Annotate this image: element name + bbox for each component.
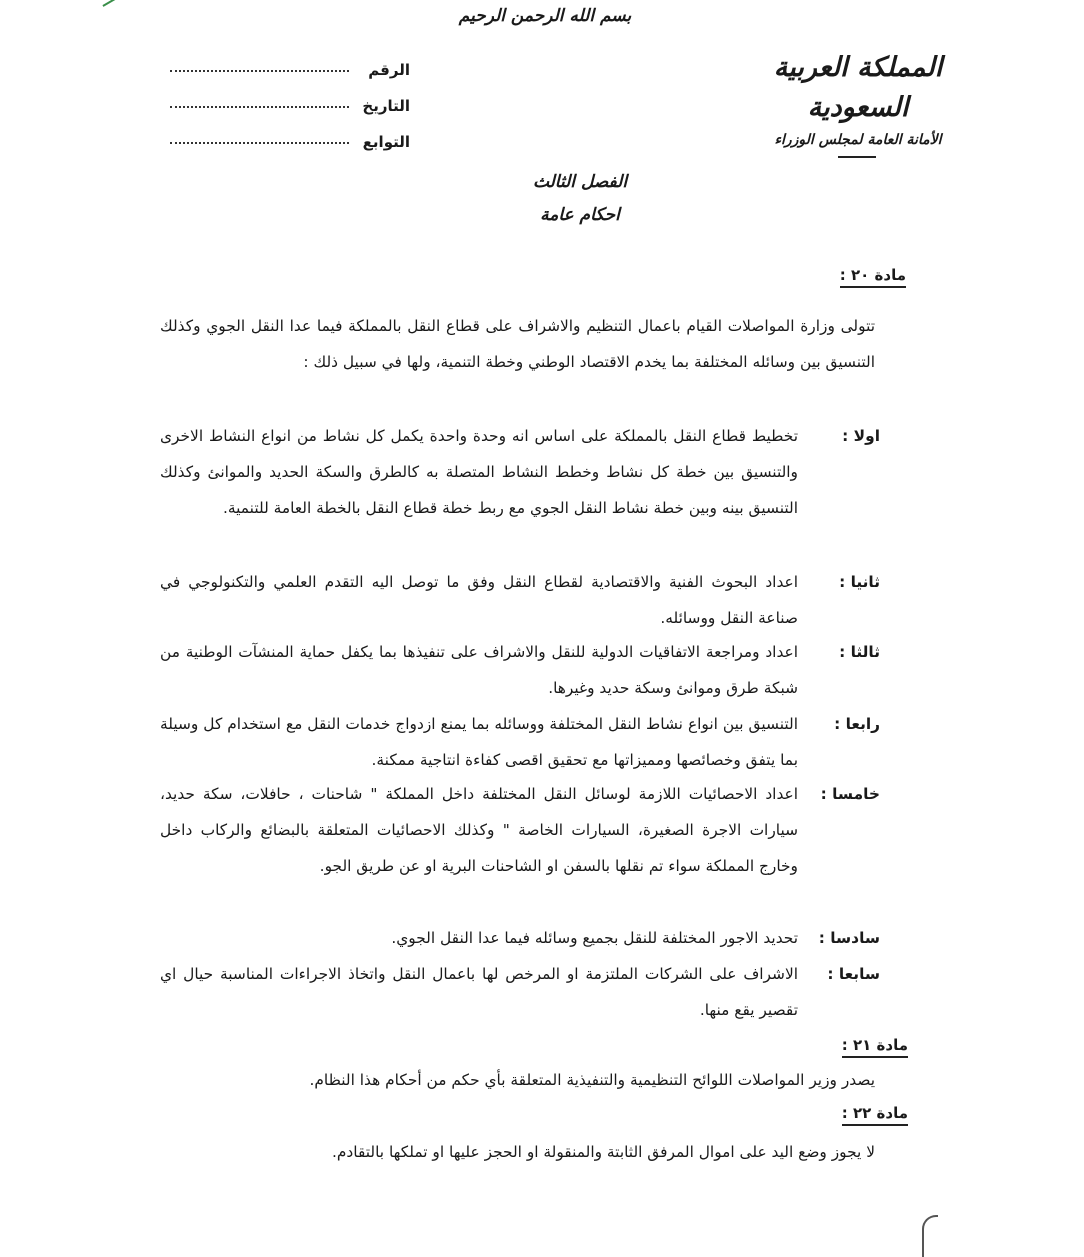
item-label: رابعا :: [834, 715, 880, 733]
basmala: بسم الله الرحمن الرحيم: [458, 6, 632, 26]
article-20-heading: مادة ٢٠ :: [840, 266, 906, 288]
reference-fields: [170, 52, 410, 160]
attachments-field: [170, 124, 410, 160]
article-21-heading: مادة ٢١ :: [842, 1036, 908, 1058]
article-20-item-7: [160, 956, 880, 1028]
attachments-dotted-line: [170, 142, 349, 144]
item-text: اعداد البحوث الفنية والاقتصادية لقطاع النقل وفق ما توصل اليه التقدم العلمي والتكنولوجي في صناعة النقل ووسائله.: [160, 573, 798, 627]
item-text: التنسيق بين انواع نشاط النقل المختلفة ووسائله بما يمنع ازدواج خدمات النقل مع استخدام كل وسيلة بما يتفق وخصائصها ومميزاتها مع تحقيق اقصى كفاءة انتاجية ممكنة.: [160, 715, 798, 769]
item-label: خامسا :: [820, 785, 880, 803]
article-22-text: لا يجوز وضع اليد على اموال المرفق الثابتة والمنقولة او الحجز عليها او تملكها بالتقادم.: [332, 1143, 875, 1161]
chapter-title: الفصل الثالث: [532, 172, 628, 192]
kingdom-name: المملكة العربية السعودية: [773, 52, 943, 123]
article-20-item-4: [160, 706, 880, 778]
item-label: سابعا :: [827, 965, 880, 983]
article-20-item-3: [160, 634, 880, 706]
article-20-item-5: [160, 776, 880, 884]
margin-mark: [922, 1215, 938, 1257]
article-22-heading: مادة ٢٢ :: [842, 1104, 908, 1126]
item-text: تخطيط قطاع النقل بالمملكة على اساس انه وحدة واحدة يكمل كل نشاط من انواع النشاط الاخرى والتنسيق بين خطة كل نشاط وخطط النشاط المتصلة به كالطرق والسكة الحديد والموانئ وكذلك التنسيق بينه وبين خطة نشاط النقل الجوي مع ربط خطة قطاع النقل بالخطة العامة للتنمية.: [160, 427, 798, 517]
secretariat-name: الأمانة العامة لمجلس الوزراء: [774, 132, 942, 148]
item-label: اولا :: [842, 427, 880, 445]
number-label: الرقم: [368, 61, 410, 79]
item-text: اعداد الاحصائيات اللازمة لوسائل النقل المختلفة داخل المملكة " شاحنات ، حافلات، سكة حديد، سيارات الاجرة الصغيرة، السيارات الخاصة " وكذلك الاحصائيات المتعلقة بالبضائع والركاب داخل وخارج المملكة سواء تم نقلها بالسفن او الشاحنات البرية او عن طريق الجو.: [160, 785, 798, 875]
letterhead-rule: [838, 156, 876, 158]
item-text: تحديد الاجور المختلفة للنقل بجميع وسائله فيما عدا النقل الجوي.: [391, 929, 798, 947]
article-20-item-2: [160, 564, 880, 636]
date-dotted-line: [170, 106, 349, 108]
item-text: الاشراف على الشركات الملتزمة او المرخص لها باعمال النقل واتخاذ الاجراءات المناسبة حيال اي تقصير يقع منها.: [160, 965, 798, 1019]
attachments-label: التوابع: [362, 133, 410, 151]
item-label: سادسا :: [818, 929, 880, 947]
item-label: ثانيا :: [839, 573, 880, 591]
article-21-text: يصدر وزير المواصلات اللوائح التنظيمية والتنفيذية المتعلقة بأي حكم من أحكام هذا النظام.: [309, 1071, 875, 1089]
number-dotted-line: [170, 70, 349, 72]
article-20-item-1: [160, 418, 880, 526]
chapter-subtitle: احكام عامة: [540, 205, 620, 225]
article-20-item-6: [160, 920, 880, 956]
date-field: [170, 88, 410, 124]
number-field: [170, 52, 410, 88]
article-20-intro: تتولى وزارة المواصلات القيام باعمال التنظيم والاشراف على قطاع النقل بالمملكة فيما عدا النقل الجوي وكذلك التنسيق بين وسائله المختلفة بما يخدم الاقتصاد الوطني وخطة التنمية، ولها في سبيل ذلك :: [160, 317, 875, 371]
date-label: التاريخ: [362, 97, 410, 115]
item-label: ثالثا :: [839, 643, 880, 661]
item-text: اعداد ومراجعة الاتفاقيات الدولية للنقل والاشراف على تنفيذها بما يكفل حماية المنشآت الوطنية من شبكة طرق وموانئ وسكة حديد وغيرها.: [160, 643, 798, 697]
corner-mark: [98, 0, 115, 7]
letterhead: [748, 48, 968, 152]
